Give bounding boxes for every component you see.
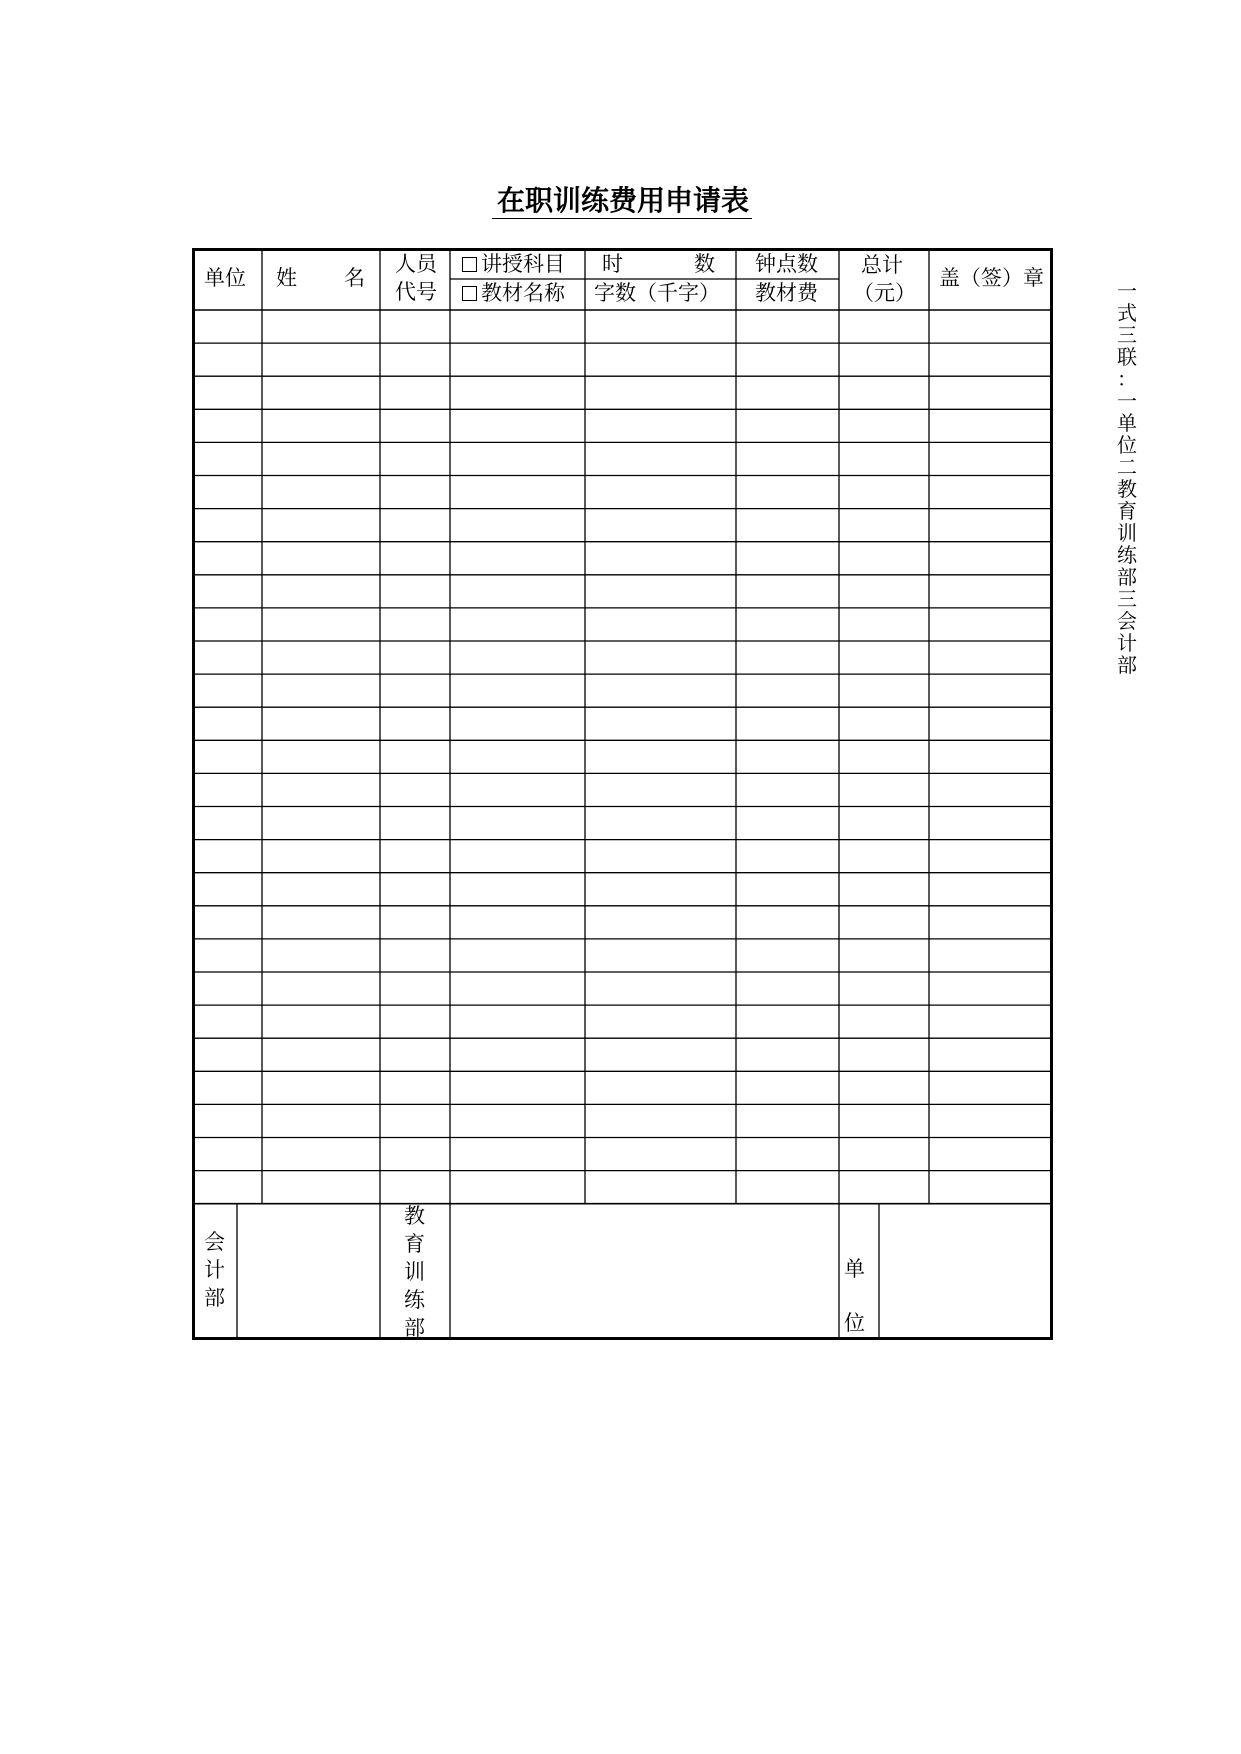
footer-accounting-char: 部 [204,1286,225,1310]
header-hours-right: 数 [694,252,715,276]
header-hours-left: 时 [602,252,623,276]
footer-accounting-char: 会 [204,1230,225,1254]
header-unit: 单位 [204,266,246,290]
header-seal: 盖（签）章 [939,266,1044,290]
header-name-left: 姓 [276,266,297,290]
side-note-char: 计 [1117,631,1137,655]
header-subject-label: 讲授科目 [481,252,565,276]
footer-unit-char: 单 [844,1257,865,1281]
title-underline [492,218,752,219]
subject-checkbox[interactable] [462,257,477,272]
footer-unit-char: 位 [844,1311,865,1335]
side-note-char: 一 [1117,389,1137,413]
footer-education-char: 训 [404,1260,425,1284]
footer-education-char: 部 [404,1316,425,1340]
header-total-bottom: （元） [853,281,916,305]
copy-distribution-note [1114,280,1140,676]
footer-accounting-char: 计 [204,1258,225,1282]
application-form-table [192,248,1053,1340]
side-note-char: 联 [1117,345,1137,369]
header-material-name-label: 教材名称 [481,281,565,305]
side-note-char: 教 [1117,477,1137,501]
footer-education-char: 教 [404,1204,425,1228]
side-note-char: 会 [1117,609,1137,633]
header-name-right: 名 [344,266,365,290]
footer-education-char: 练 [404,1288,425,1312]
side-note-char: 一 [1117,279,1137,303]
footer-accounting-label [202,1228,227,1312]
side-note-char: 部 [1117,653,1137,677]
footer-unit-label [842,1242,867,1350]
side-note-char: 单 [1117,411,1137,435]
side-note-char: 二 [1117,455,1137,479]
material-name-checkbox[interactable] [462,286,477,301]
table-grid [192,248,1053,1340]
side-note-char: 部 [1117,565,1137,589]
side-note-char: 三 [1117,587,1137,611]
side-note-char: 式 [1117,301,1137,325]
header-hourly-rate: 钟点数 [755,252,818,276]
header-words: 字数（千字） [594,281,720,305]
side-note-char: 育 [1117,499,1137,523]
side-note-char: 位 [1117,433,1137,457]
header-subject [462,252,565,276]
side-note-char: 三 [1117,323,1137,347]
side-note-char: 训 [1117,521,1137,545]
page-title: 在职训练费用申请表 [496,184,749,217]
footer-education-char: 育 [404,1232,425,1256]
header-material-name [462,281,565,305]
side-note-char: ： [1117,367,1137,391]
header-total-top: 总计 [861,253,903,277]
footer-education-label [402,1202,427,1342]
header-staff-code-bottom: 代号 [395,280,437,304]
table-border [194,250,1052,1339]
side-note-char: 练 [1117,543,1137,567]
header-material-fee: 教材费 [755,281,818,305]
header-staff-code-top: 人员 [395,252,437,276]
